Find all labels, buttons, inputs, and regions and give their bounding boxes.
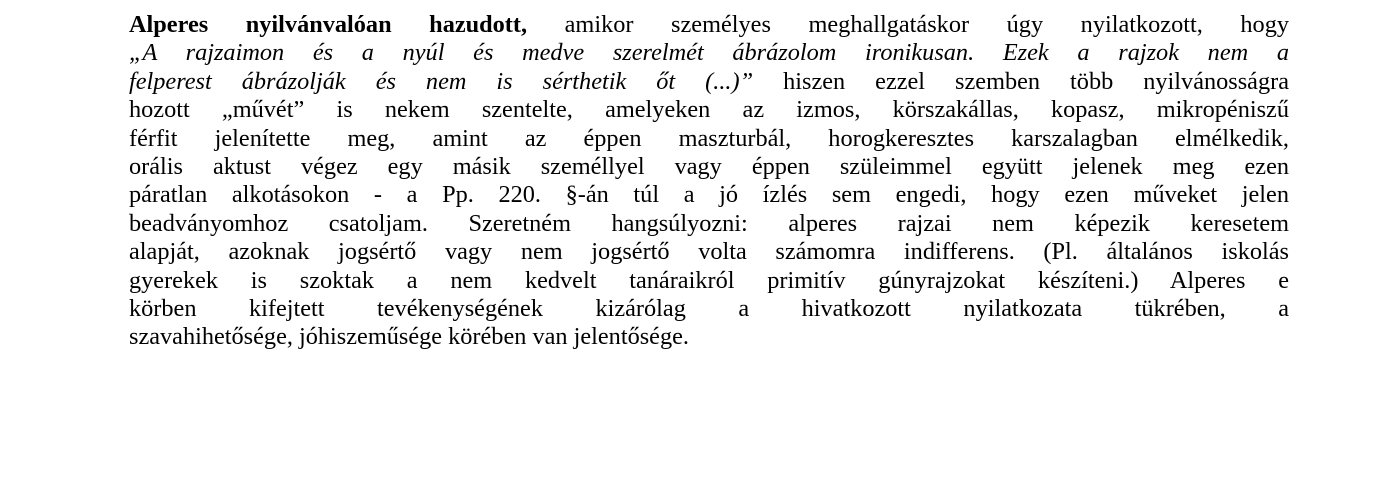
text-run: orális aktust végez egy másik személlyel vagy éppen szüleimmel együtt jelenek meg ezen [129,152,1289,180]
body-paragraph [129,11,1289,352]
text-line [129,210,1289,238]
text-line [129,68,1289,96]
text-run: beadványomhoz csatoljam. Szeretném hangsúlyozni: alperes rajzai nem képezik keresetem [129,209,1289,237]
text-run: páratlan alkotásokon - a Pp. 220. §-án túl a jó ízlés sem engedi, hogy ezen műveket jelen [129,181,1289,209]
quoted-text: „A rajzaimon és a nyúl és medve szerelmét ábrázolom ironikusan. Ezek a rajzok nem a [129,39,1289,67]
text-line [129,96,1289,124]
text-line [129,323,1289,351]
text-line [129,11,1289,39]
text-run: amikor személyes meghallgatáskor úgy nyilatkozott, hogy [527,11,1289,38]
text-run: hiszen ezzel szemben több nyilvánosságra [753,67,1289,95]
text-line [129,153,1289,181]
text-run: gyerekek is szoktak a nem kedvelt tanáraikról primitív gúnyrajzokat készíteni.) Alperes e [129,266,1289,294]
text-line [129,295,1289,323]
quoted-text: felperest ábrázolják és nem is sérthetik őt (...)” [129,67,754,95]
text-line [129,267,1289,295]
text-run: férfit jelenítette meg, amint az éppen maszturbál, horogkeresztes karszalagban elmélkedik, [129,124,1289,152]
bold-text: Alperes nyilvánvalóan hazudott, [129,11,528,38]
text-run: szavahihetősége, jóhiszeműsége körében van jelentősége. [129,323,689,351]
text-run: alapját, azoknak jogsértő vagy nem jogsértő volta számomra indifferens. (Pl. általános iskolás [129,238,1289,266]
text-line [129,125,1289,153]
text-run: körben kifejtett tevékenységének kizárólag a hivatkozott nyilatkozata tükrében, a [129,294,1289,322]
text-line [129,181,1289,209]
text-line [129,238,1289,266]
text-run: hozott „művét” is nekem szentelte, amelyeken az izmos, körszakállas, kopasz, mikropéniszű [129,96,1289,124]
text-line [129,39,1289,67]
